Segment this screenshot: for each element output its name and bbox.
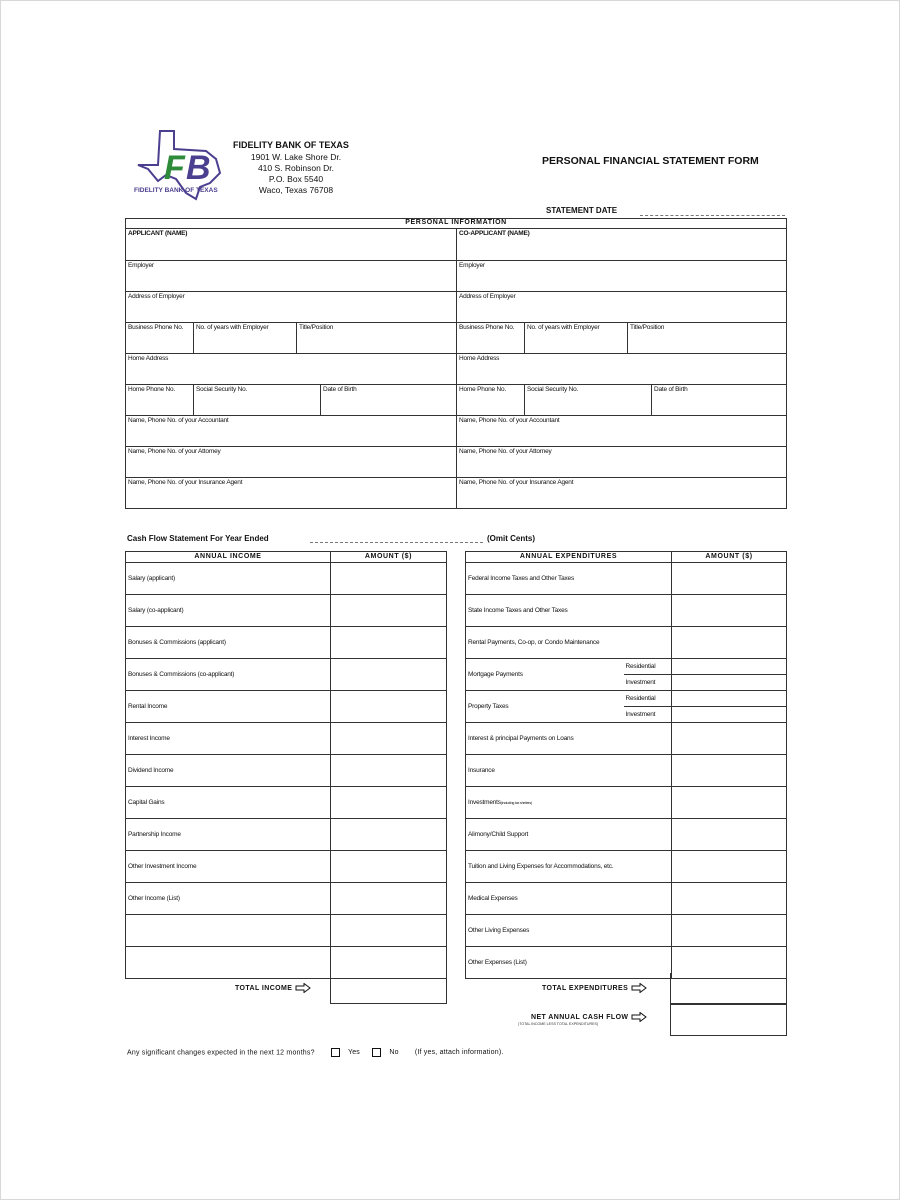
expenditure-row — [466, 755, 787, 787]
income-row — [126, 787, 447, 819]
income-label: Interest Income — [126, 723, 331, 755]
applicant-years-employer-field[interactable]: No. of years with Employer — [194, 323, 297, 354]
coapplicant-insurance-agent-field[interactable]: Name, Phone No. of your Insurance Agent — [457, 478, 787, 509]
coapplicant-home-phone-field[interactable]: Home Phone No. — [457, 385, 525, 416]
expenditure-row — [466, 627, 787, 659]
no-label: No — [389, 1049, 399, 1057]
income-amount-field[interactable] — [331, 787, 447, 819]
expenditure-label-text: Interest & principal Payments on Loans — [468, 734, 574, 742]
income-row — [126, 691, 447, 723]
expenditure-label-text: Federal Income Taxes and Other Taxes — [468, 574, 575, 582]
annual-income-table — [125, 551, 447, 979]
address-line: Waco, Texas 76708 — [258, 185, 334, 195]
income-row — [126, 659, 447, 691]
expenditure-label — [466, 787, 672, 819]
bank-logo — [134, 129, 229, 205]
bank-address — [237, 152, 355, 196]
svg-text:B: B — [186, 149, 211, 187]
annual-expenditures-table — [465, 551, 787, 979]
investment-amount-field[interactable] — [672, 675, 787, 691]
statement-date-label: STATEMENT DATE — [546, 206, 618, 215]
annual-expenditures-header: ANNUAL EXPENDITURES — [466, 552, 672, 563]
applicant-business-phone-field[interactable]: Business Phone No. — [126, 323, 194, 354]
expenditure-row — [466, 595, 787, 627]
income-amount-field[interactable] — [331, 819, 447, 851]
statement-date-field[interactable] — [640, 215, 785, 216]
annual-income-header: ANNUAL INCOME — [126, 552, 331, 563]
expenditure-row — [466, 915, 787, 947]
expenditure-amount-field[interactable] — [672, 915, 787, 947]
coapplicant-employer-address-field[interactable]: Address of Employer — [457, 292, 787, 323]
coapplicant-title-field[interactable]: Title/Position — [628, 323, 787, 354]
applicant-insurance-agent-field[interactable]: Name, Phone No. of your Insurance Agent — [126, 478, 457, 509]
expenditure-label — [466, 915, 672, 947]
income-label: Bonuses & Commissions (co-applicant) — [126, 659, 331, 691]
total-income-text: TOTAL INCOME — [235, 984, 293, 992]
investment-label: Investment — [624, 707, 672, 723]
investment-label: Investment — [624, 675, 672, 691]
logo-caption: FIDELITY BANK OF TEXAS — [134, 187, 218, 194]
applicant-attorney-field[interactable]: Name, Phone No. of your Attorney — [126, 447, 457, 478]
expenditure-amount-field[interactable] — [672, 595, 787, 627]
bank-name: FIDELITY BANK OF TEXAS — [233, 140, 349, 150]
applicant-home-phone-field[interactable]: Home Phone No. — [126, 385, 194, 416]
applicant-title-field[interactable]: Title/Position — [297, 323, 457, 354]
expenditure-label-text: Other Expenses (List) — [468, 958, 527, 966]
applicant-employer-field[interactable]: Employer — [126, 261, 457, 292]
expenditure-label-text: Medical Expenses — [468, 894, 518, 902]
omit-cents-label: (Omit Cents) — [487, 534, 535, 543]
income-label — [126, 915, 331, 947]
form-title: PERSONAL FINANCIAL STATEMENT FORM — [542, 155, 759, 167]
arrow-right-icon — [295, 983, 311, 993]
year-ended-field[interactable] — [310, 542, 483, 543]
expenditure-row — [466, 819, 787, 851]
address-line: 410 S. Robinson Dr. — [257, 163, 335, 173]
expenditure-label — [466, 755, 672, 787]
expenditure-label — [466, 723, 672, 755]
expenditure-label — [466, 819, 672, 851]
income-row — [126, 915, 447, 947]
applicant-home-address-field[interactable]: Home Address — [126, 354, 457, 385]
income-label: Salary (co-applicant) — [126, 595, 331, 627]
income-label: Bonuses & Commissions (applicant) — [126, 627, 331, 659]
expenditure-label — [466, 563, 672, 595]
expenditure-row — [466, 563, 787, 595]
expenditure-label: Property Taxes — [466, 691, 624, 723]
expenditure-label — [466, 851, 672, 883]
income-amount-field[interactable] — [331, 627, 447, 659]
expenditure-label — [466, 947, 672, 979]
income-row — [126, 851, 447, 883]
svg-text:F: F — [164, 149, 185, 187]
income-label: Other Investment Income — [126, 851, 331, 883]
income-amount-field[interactable] — [331, 563, 447, 595]
personal-info-table — [125, 218, 787, 509]
yes-label: Yes — [347, 1049, 361, 1057]
total-income-field[interactable] — [330, 973, 447, 1004]
applicant-employer-address-field[interactable]: Address of Employer — [126, 292, 457, 323]
expenditure-label-text: Alimony/Child Support — [468, 830, 529, 838]
total-income-label — [235, 983, 311, 993]
changes-row — [127, 1048, 504, 1057]
expenditure-amount-field[interactable] — [672, 819, 787, 851]
income-amount-field[interactable] — [331, 659, 447, 691]
expenditure-amount-field[interactable] — [672, 883, 787, 915]
income-label — [126, 947, 331, 979]
income-row — [126, 755, 447, 787]
income-label: Partnership Income — [126, 819, 331, 851]
coapplicant-dob-field[interactable]: Date of Birth — [652, 385, 787, 416]
coapplicant-home-address-field[interactable]: Home Address — [457, 354, 787, 385]
address-line: P.O. Box 5540 — [268, 174, 324, 184]
income-label: Salary (applicant) — [126, 563, 331, 595]
coapplicant-employer-field[interactable]: Employer — [457, 261, 787, 292]
expenditure-label-text: Investments — [468, 798, 501, 806]
coapplicant-years-employer-field[interactable]: No. of years with Employer — [525, 323, 628, 354]
coapplicant-ssn-field[interactable]: Social Security No. — [525, 385, 652, 416]
net-cash-flow-note: (TOTAL INCOME LESS TOTAL EXPENDITURES) — [518, 1022, 599, 1026]
income-row — [126, 819, 447, 851]
income-row — [126, 883, 447, 915]
investment-amount-field[interactable] — [672, 707, 787, 723]
income-label: Rental Income — [126, 691, 331, 723]
expenditure-row — [466, 659, 787, 675]
expenditure-label-text: Tuition and Living Expenses for Accommodations, etc. — [468, 862, 614, 870]
net-cash-flow-field[interactable] — [670, 1004, 787, 1036]
net-cash-flow-text: NET ANNUAL CASH FLOW — [531, 1013, 629, 1021]
cash-flow-title: Cash Flow Statement For Year Ended — [127, 534, 269, 543]
coapplicant-business-phone-field[interactable]: Business Phone No. — [457, 323, 525, 354]
residential-label: Residential — [624, 659, 672, 675]
yes-checkbox[interactable] — [331, 1048, 340, 1057]
total-expenditures-text: TOTAL EXPENDITURES — [542, 984, 629, 992]
income-row — [126, 563, 447, 595]
expenditure-amount-field[interactable] — [672, 851, 787, 883]
applicant-dob-field[interactable]: Date of Birth — [321, 385, 457, 416]
income-label: Capital Gains — [126, 787, 331, 819]
income-row — [126, 595, 447, 627]
changes-question: Any significant changes expected in the next 12 months? — [127, 1049, 315, 1057]
arrow-right-icon — [631, 1012, 647, 1022]
expenditure-label-text: State Income Taxes and Other Taxes — [468, 606, 568, 614]
expenditure-amount-field[interactable] — [672, 563, 787, 595]
expenditure-label-text: Other Living Expenses — [468, 926, 530, 934]
income-amount-field[interactable] — [331, 915, 447, 947]
income-row — [126, 723, 447, 755]
coapplicant-accountant-field[interactable]: Name, Phone No. of your Accountant — [457, 416, 787, 447]
no-checkbox[interactable] — [372, 1048, 381, 1057]
expenditure-label — [466, 627, 672, 659]
residential-amount-field[interactable] — [672, 659, 787, 675]
residential-amount-field[interactable] — [672, 691, 787, 707]
coapplicant-name-field[interactable]: CO-APPLICANT (NAME) — [457, 229, 787, 261]
expenditure-row — [466, 787, 787, 819]
expenditure-row — [466, 883, 787, 915]
residential-label: Residential — [624, 691, 672, 707]
applicant-name-field[interactable]: APPLICANT (NAME) — [126, 229, 457, 261]
expenditure-label — [466, 883, 672, 915]
income-amount-field[interactable] — [331, 883, 447, 915]
expenditure-label: Mortgage Payments — [466, 659, 624, 691]
expenditure-label — [466, 595, 672, 627]
applicant-accountant-field[interactable]: Name, Phone No. of your Accountant — [126, 416, 457, 447]
income-label: Dividend Income — [126, 755, 331, 787]
amount-header: AMOUNT ($) — [331, 552, 447, 563]
expenditure-amount-field[interactable] — [672, 627, 787, 659]
expenditure-row — [466, 723, 787, 755]
total-expenditures-label — [542, 983, 647, 993]
total-expenditures-field[interactable] — [670, 973, 787, 1004]
investments-note: (including tax shelters) — [500, 800, 532, 805]
personal-info-header: PERSONAL INFORMATION — [126, 219, 787, 229]
expenditure-amount-field[interactable] — [672, 755, 787, 787]
income-label: Other Income (List) — [126, 883, 331, 915]
income-amount-field[interactable] — [331, 691, 447, 723]
applicant-ssn-field[interactable]: Social Security No. — [194, 385, 321, 416]
address-line: 1901 W. Lake Shore Dr. — [250, 152, 342, 162]
income-row — [126, 627, 447, 659]
changes-note: (If yes, attach information). — [414, 1049, 504, 1057]
income-amount-field[interactable] — [331, 723, 447, 755]
arrow-right-icon — [631, 983, 647, 993]
amount-header: AMOUNT ($) — [672, 552, 787, 563]
income-amount-field[interactable] — [331, 755, 447, 787]
expenditure-amount-field[interactable] — [672, 787, 787, 819]
coapplicant-attorney-field[interactable]: Name, Phone No. of your Attorney — [457, 447, 787, 478]
income-amount-field[interactable] — [331, 595, 447, 627]
expenditure-row — [466, 691, 787, 707]
expenditure-label-text: Insurance — [468, 766, 495, 774]
expenditure-row — [466, 851, 787, 883]
expenditure-amount-field[interactable] — [672, 723, 787, 755]
net-cash-flow-label — [531, 1012, 647, 1022]
income-amount-field[interactable] — [331, 851, 447, 883]
expenditure-label-text: Rental Payments, Co-op, or Condo Maintenance — [468, 638, 600, 646]
